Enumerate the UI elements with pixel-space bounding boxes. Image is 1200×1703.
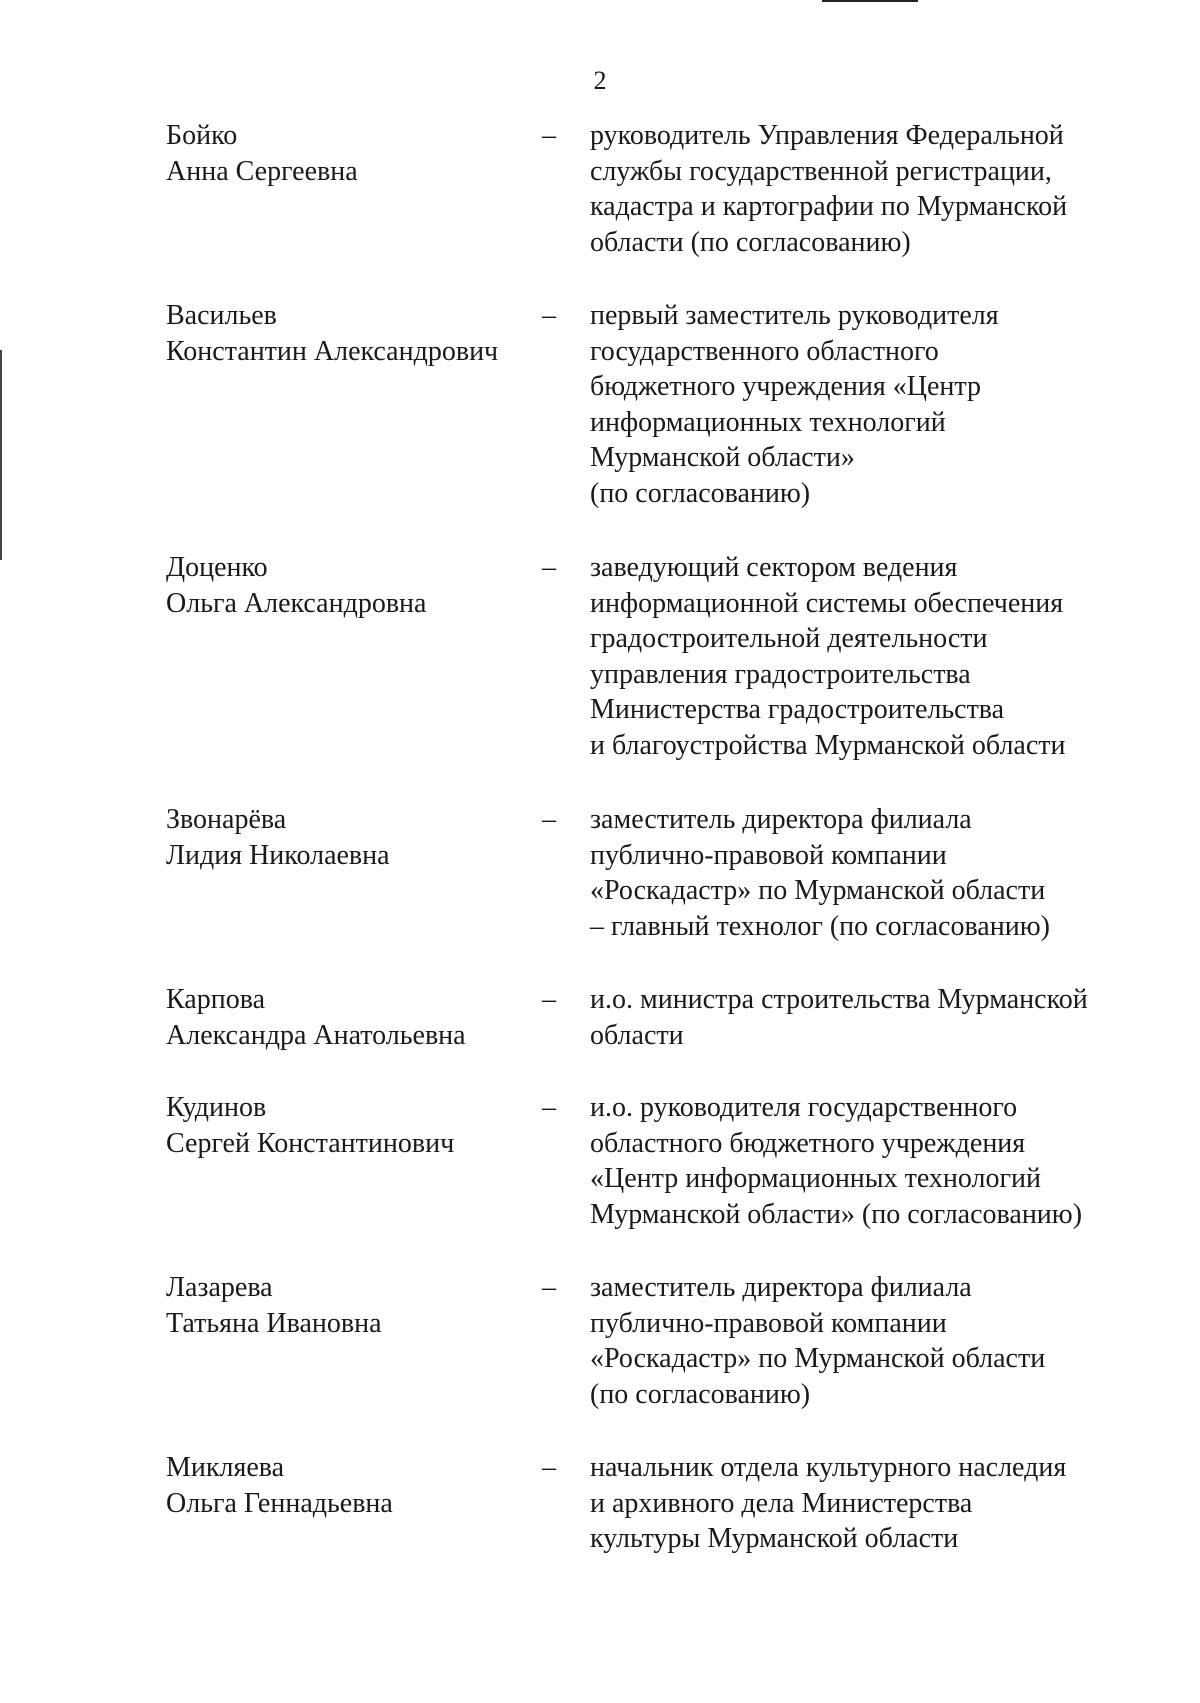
position-line: управления градостроительства xyxy=(590,658,971,690)
page-number: 2 xyxy=(593,66,607,95)
member-name xyxy=(166,118,526,189)
member-given-name: Лидия Николаевна xyxy=(166,839,390,871)
member-given-name: Анна Сергеевна xyxy=(166,155,358,187)
position-line: и.о. руководителя государственного xyxy=(590,1092,1018,1123)
member-name xyxy=(166,1090,526,1161)
separator-dash: – xyxy=(542,984,556,1015)
position-line: градостроительной деятельности xyxy=(590,623,988,654)
separator-dash: – xyxy=(542,804,556,835)
position-line: Мурманской области» xyxy=(590,442,855,473)
member-position xyxy=(590,1450,1115,1557)
position-line: заведующий сектором ведения xyxy=(590,552,958,583)
position-line: – главный технолог (по согласованию) xyxy=(590,910,1050,942)
member-given-name: Ольга Александровна xyxy=(166,587,427,619)
member-name xyxy=(166,802,526,873)
top-rule xyxy=(822,0,918,2)
position-line: (по согласованию) xyxy=(590,1378,811,1410)
member-given-name: Татьяна Ивановна xyxy=(166,1307,382,1339)
position-line: (по согласованию) xyxy=(590,477,811,509)
member-given-name: Сергей Константинович xyxy=(166,1127,455,1159)
position-line: Мурманской области» (по согласованию) xyxy=(590,1198,1083,1230)
position-line: и.о. министра строительства Мурманской xyxy=(590,984,1088,1015)
position-line: начальник отдела культурного наследия xyxy=(590,1452,1067,1483)
position-line: и благоустройства Мурманской области xyxy=(590,729,1066,761)
separator-dash: – xyxy=(542,300,556,331)
position-line: бюджетного учреждения «Центр xyxy=(590,371,981,402)
member-given-name: Ольга Геннадьевна xyxy=(166,1487,393,1519)
position-line: информационной системы обеспечения xyxy=(590,587,1064,619)
member-name xyxy=(166,1270,526,1341)
separator-dash: – xyxy=(542,552,556,583)
member-given-name: Константин Александрович xyxy=(166,335,499,367)
separator-dash: – xyxy=(542,1452,556,1483)
member-position xyxy=(590,1090,1115,1232)
margin-mark xyxy=(0,350,2,560)
member-surname: Лазарева xyxy=(166,1272,273,1303)
member-surname: Микляева xyxy=(166,1452,285,1483)
position-line: заместитель директора филиала xyxy=(590,1272,972,1303)
position-line: Министерства градостроительства xyxy=(590,694,1005,725)
member-position xyxy=(590,298,1115,511)
member-name xyxy=(166,298,526,369)
position-line: «Роскадастр» по Мурманской области xyxy=(590,1343,1046,1374)
member-surname: Звонарёва xyxy=(166,804,287,835)
position-line: области (по согласованию) xyxy=(590,226,911,258)
member-position xyxy=(590,802,1115,944)
member-name xyxy=(166,550,526,621)
position-line: заместитель директора филиала xyxy=(590,804,972,835)
position-line: «Роскадастр» по Мурманской области xyxy=(590,875,1046,906)
position-line: службы государственной регистрации, xyxy=(590,155,1052,187)
position-line: первый заместитель руководителя xyxy=(590,300,999,331)
position-line: кадастра и картографии по Мурманской xyxy=(590,191,1068,222)
member-position xyxy=(590,118,1115,260)
position-line: публично-правовой компании xyxy=(590,839,947,871)
position-line: публично-правовой компании xyxy=(590,1307,947,1339)
position-line: руководитель Управления Федеральной xyxy=(590,120,1064,151)
member-surname: Бойко xyxy=(166,120,238,151)
member-position xyxy=(590,1270,1115,1412)
member-surname: Васильев xyxy=(166,300,277,331)
member-given-name: Александра Анатольевна xyxy=(166,1019,466,1051)
position-line: государственного областного xyxy=(590,335,939,367)
position-line: «Центр информационных технологий xyxy=(590,1163,1041,1194)
position-line: области xyxy=(590,1019,684,1051)
member-position xyxy=(590,982,1115,1053)
member-name xyxy=(166,982,526,1053)
position-line: и архивного дела Министерства xyxy=(590,1487,973,1519)
member-surname: Доценко xyxy=(166,552,268,583)
member-surname: Карпова xyxy=(166,984,265,1015)
position-line: областного бюджетного учреждения xyxy=(590,1127,1026,1159)
position-line: культуры Мурманской области xyxy=(590,1523,959,1554)
member-name xyxy=(166,1450,526,1521)
member-surname: Кудинов xyxy=(166,1092,267,1123)
position-line: информационных технологий xyxy=(590,406,946,438)
separator-dash: – xyxy=(542,120,556,151)
member-position xyxy=(590,550,1115,763)
separator-dash: – xyxy=(542,1272,556,1303)
separator-dash: – xyxy=(542,1092,556,1123)
